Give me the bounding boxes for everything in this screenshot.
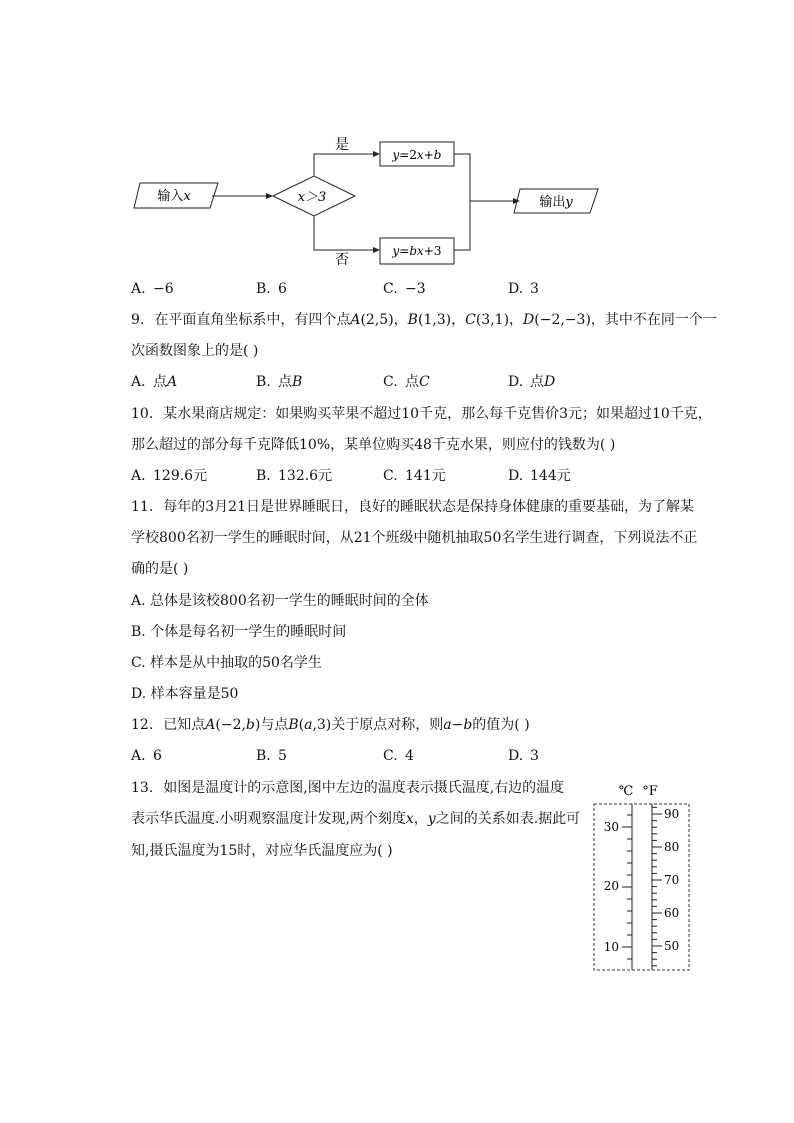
q11-line2: 学校800名初一学生的睡眠时间，从21个班级中随机抽取50名学生进行调查，下列说法不正 (131, 530, 698, 546)
q11-line1: 11. 每年的3月21日是世界睡眠日，良好的睡眠状态是保持身体健康的重要基础，为了解某 (131, 499, 694, 515)
thermometer-figure (586, 775, 706, 975)
q9-line1: 9. 在平面直角坐标系中，有四个点𝐴(2,5)，𝐵(1,3)，𝐶(3,1)，𝐷(−2,−3)，其中不在同一个一 (131, 312, 717, 328)
q11-choice-a[interactable]: A. 总体是该校800名初一学生的睡眠时间的全体 (131, 593, 429, 609)
q10-option-a[interactable]: A. 129.6元 (131, 468, 208, 484)
celsius-unit: ℃ (618, 784, 634, 799)
fahrenheit-label-60: 60 (664, 906, 680, 920)
flowchart-diagram (0, 0, 794, 300)
q13-line3: 知,摄氏温度为15时，对应华氏温度应为( ) (131, 843, 393, 859)
q11-choice-d[interactable]: D. 样本容量是50 (131, 686, 239, 702)
q10-line2: 那么超过的部分每千克降低10%，某单位购买48千克水果，则应付的钱数为( ) (131, 437, 616, 453)
q10-option-d[interactable]: D. 144元 (508, 468, 571, 484)
q12-option-b[interactable]: B. 5 (256, 748, 287, 764)
condition-label: 𝑥＞3 (297, 190, 327, 205)
q10-option-c[interactable]: C. 141元 (383, 468, 446, 484)
celsius-scale (622, 815, 632, 959)
yes-box-label: 𝑦=2𝑥+𝑏 (392, 148, 442, 162)
celsius-label-10: 10 (603, 940, 619, 954)
q11-choice-b[interactable]: B. 个体是每名初一学生的睡眠时间 (131, 624, 347, 640)
q12-option-d[interactable]: D. 3 (508, 748, 539, 764)
q12-line1: 12. 已知点𝐴(−2,𝑏)与点𝐵(𝑎,3)关于原点对称，则𝑎−𝑏的值为( ) (131, 717, 530, 733)
q8-option-a[interactable]: A. −6 (131, 281, 174, 297)
q9-option-c[interactable]: C. 点𝐶 (383, 374, 430, 390)
q8-option-b[interactable]: B. 6 (256, 281, 287, 297)
fahrenheit-scale (652, 807, 662, 965)
fahrenheit-label-90: 90 (664, 807, 680, 821)
arrowhead-no (373, 247, 380, 253)
q10-line1: 10. 某水果商店规定：如果购买苹果不超过10千克，那么每千克售价3元；如果超过10千克， (131, 406, 712, 422)
merge-line (454, 154, 470, 250)
fahrenheit-unit: °F (642, 784, 658, 799)
fahrenheit-label-80: 80 (664, 840, 680, 854)
no-branch-line (314, 216, 376, 250)
q9-line2: 次函数图象上的是( ) (131, 343, 259, 359)
celsius-label-20: 20 (603, 879, 619, 893)
q8-option-c[interactable]: C. −3 (383, 281, 426, 297)
celsius-label-30: 30 (603, 820, 619, 834)
fahrenheit-label-50: 50 (664, 939, 680, 953)
input-label: 输入𝑥 (157, 189, 191, 204)
q12-option-a[interactable]: A. 6 (131, 748, 162, 764)
no-box-label: 𝑦=𝑏𝑥+3 (392, 244, 442, 258)
q12-option-c[interactable]: C. 4 (383, 748, 414, 764)
q9-option-d[interactable]: D. 点𝐷 (508, 374, 556, 390)
q13-line2: 表示华氏温度.小明观察温度计发现,两个刻度𝑥，𝑦之间的关系如表.据此可 (131, 811, 581, 827)
arrowhead-yes (373, 151, 380, 157)
q11-choice-c[interactable]: C. 样本是从中抽取的50名学生 (131, 655, 322, 671)
q10-option-b[interactable]: B. 132.6元 (256, 468, 333, 484)
q8-option-d[interactable]: D. 3 (508, 281, 539, 297)
q9-option-b[interactable]: B. 点𝐵 (256, 374, 303, 390)
no-label: 否 (335, 252, 349, 268)
q11-line3: 确的是( ) (131, 561, 189, 577)
yes-branch-line (314, 154, 376, 176)
q13-line1: 13. 如图是温度计的示意图,图中左边的温度表示摄氏温度,右边的温度 (131, 780, 565, 796)
q9-option-a[interactable]: A. 点𝐴 (131, 374, 178, 390)
yes-label: 是 (335, 137, 349, 153)
output-label: 输出𝑦 (539, 195, 573, 210)
fahrenheit-label-70: 70 (664, 873, 680, 887)
